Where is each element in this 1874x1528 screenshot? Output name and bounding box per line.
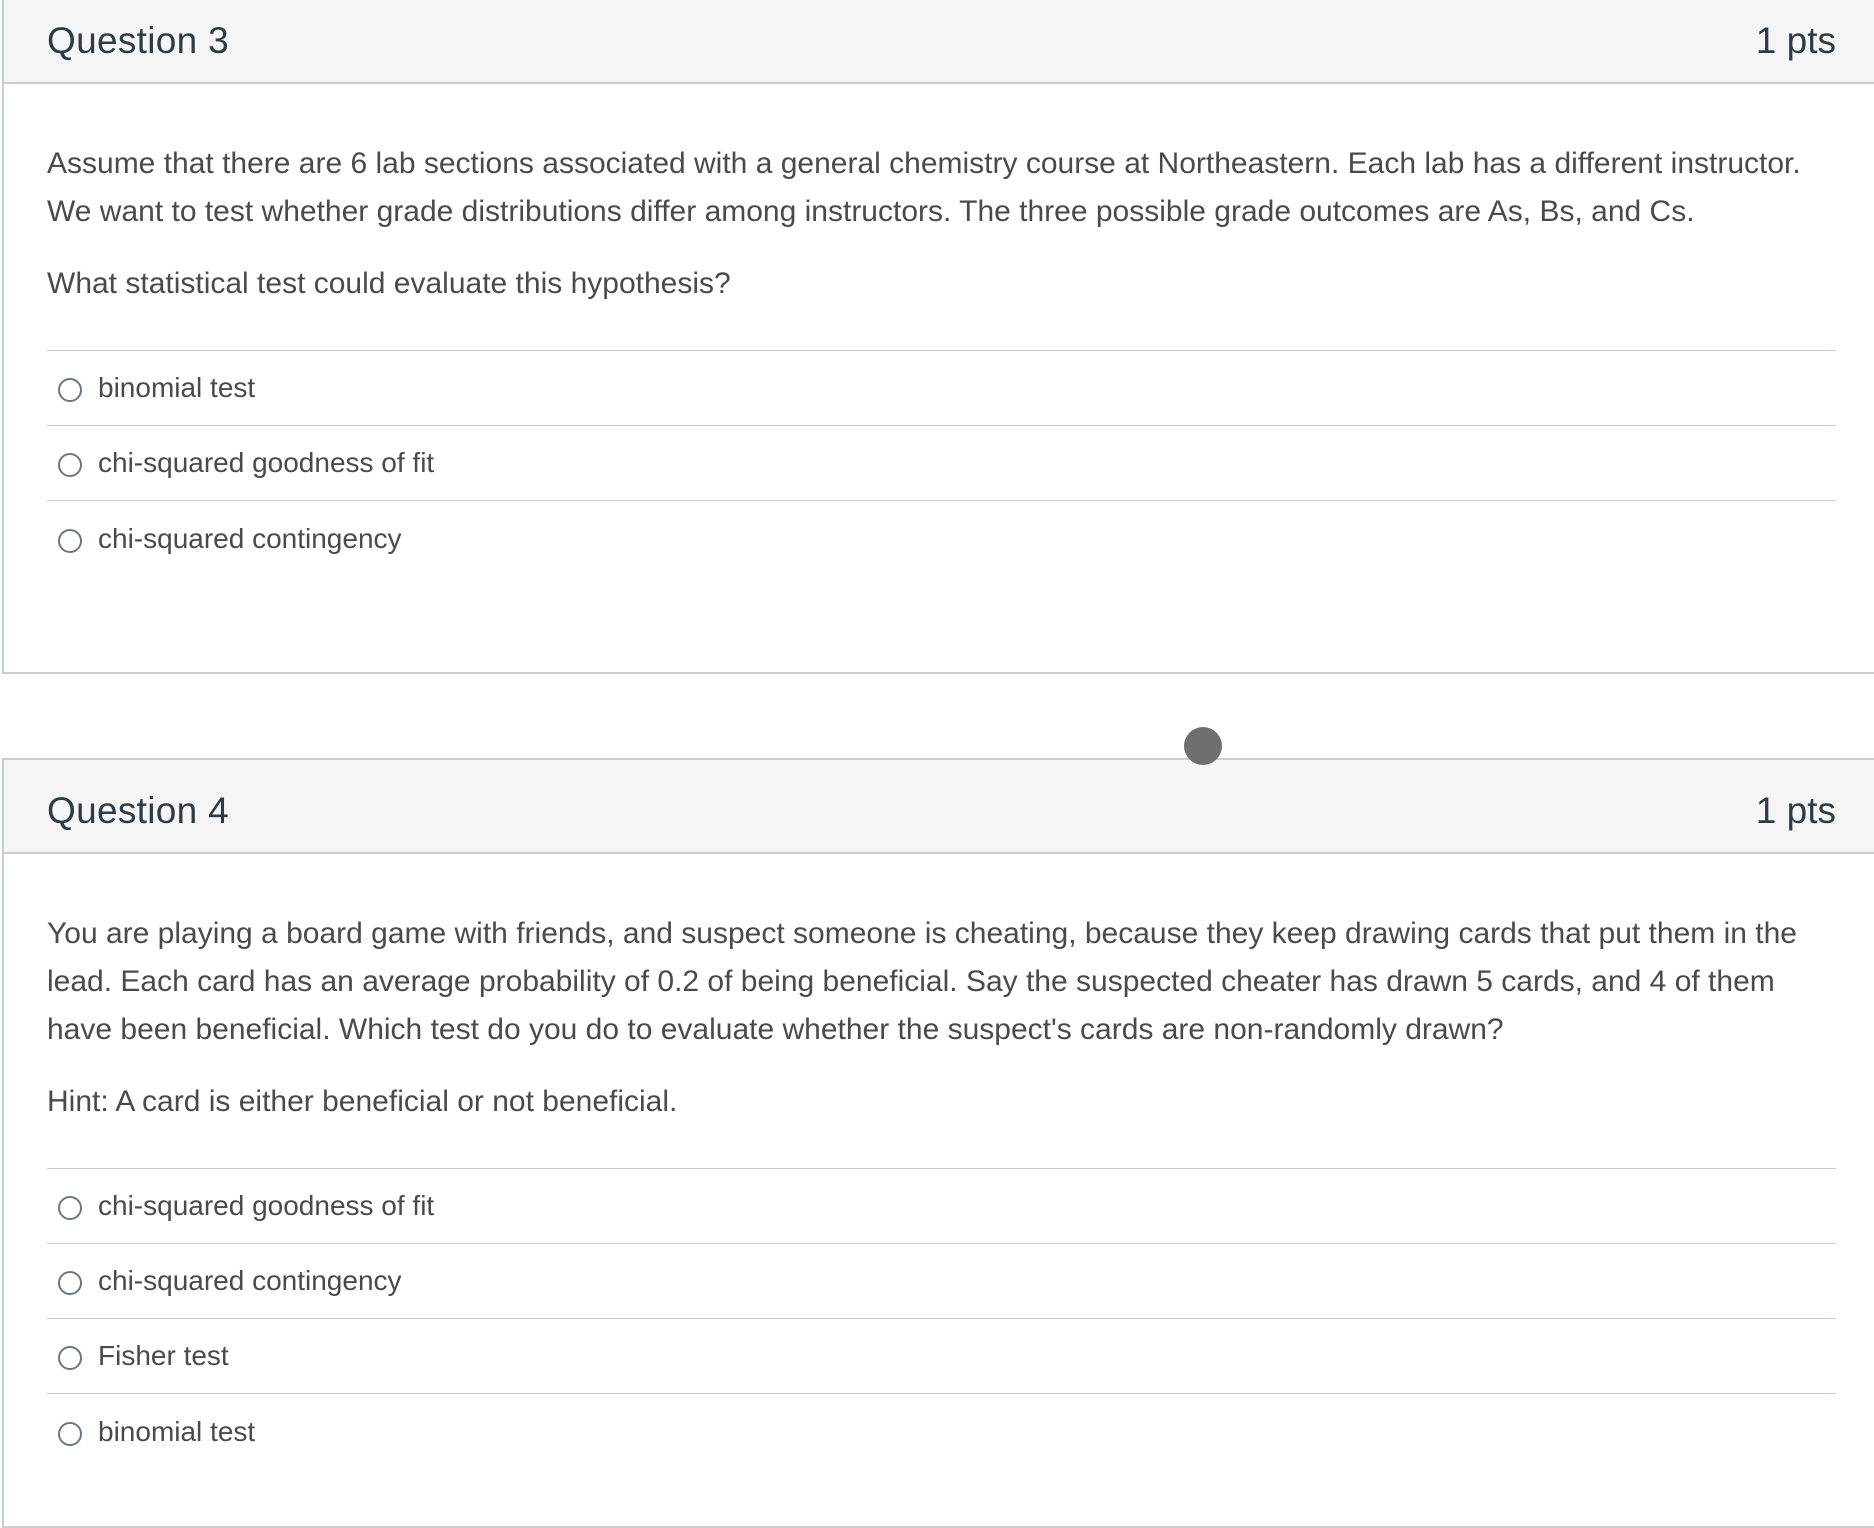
radio-button[interactable]	[58, 1271, 82, 1295]
radio-button[interactable]	[58, 1196, 82, 1220]
answer-option[interactable]	[47, 426, 1836, 501]
radio-button[interactable]	[58, 1346, 82, 1370]
answer-label[interactable]: Fisher test	[98, 1340, 229, 1371]
question-body	[47, 140, 1836, 576]
radio-button[interactable]	[58, 1422, 82, 1446]
answer-label[interactable]: chi-squared contingency	[98, 1265, 402, 1296]
radio-button[interactable]	[58, 453, 82, 477]
answer-label[interactable]: chi-squared goodness of fit	[98, 1190, 435, 1221]
answer-list	[47, 1168, 1836, 1469]
answer-option[interactable]	[47, 1319, 1836, 1394]
answer-label[interactable]: binomial test	[98, 372, 256, 403]
radio-button[interactable]	[58, 529, 82, 553]
radio-button[interactable]	[58, 378, 82, 402]
question-header	[4, 760, 1874, 854]
answer-option[interactable]	[47, 1169, 1836, 1244]
answer-list	[47, 350, 1836, 576]
question-body	[47, 910, 1836, 1469]
question-3-card	[2, 0, 1874, 674]
question-header	[4, 0, 1874, 84]
answer-label[interactable]: chi-squared goodness of fit	[98, 447, 435, 478]
answer-option[interactable]	[47, 501, 1836, 576]
answer-option[interactable]	[47, 1394, 1836, 1469]
question-4-card	[2, 758, 1874, 1528]
answer-option[interactable]	[47, 351, 1836, 426]
question-title: Question 3	[47, 20, 229, 61]
question-text: Assume that there are 6 lab sections associated with a general chemistry course at Northeastern. Each lab has a different instructor. We want to test whether grade distributions differ among instructors. The three possible grade outcomes are As, Bs, and Cs.	[47, 147, 1801, 228]
question-hint: Hint: A card is either beneficial or not beneficial.	[47, 1085, 678, 1118]
answer-option[interactable]	[47, 1244, 1836, 1319]
question-title: Question 4	[47, 790, 229, 831]
answer-label[interactable]: binomial test	[98, 1415, 256, 1447]
question-prompt: What statistical test could evaluate this hypothesis?	[47, 267, 731, 300]
answer-label[interactable]: chi-squared contingency	[98, 522, 402, 554]
question-points: 1 pts	[1755, 790, 1836, 831]
question-text: You are playing a board game with friends, and suspect someone is cheating, because they keep drawing cards that put them in the lead. Each card has an average probability of 0.2 of being beneficial. Say the suspected cheater has drawn 5 cards, and 4 of them have been beneficial. Which test do you do to evaluate whether the suspect's cards are non-randomly drawn?	[47, 917, 1797, 1046]
cursor-indicator	[1184, 727, 1222, 765]
question-points: 1 pts	[1755, 20, 1836, 61]
